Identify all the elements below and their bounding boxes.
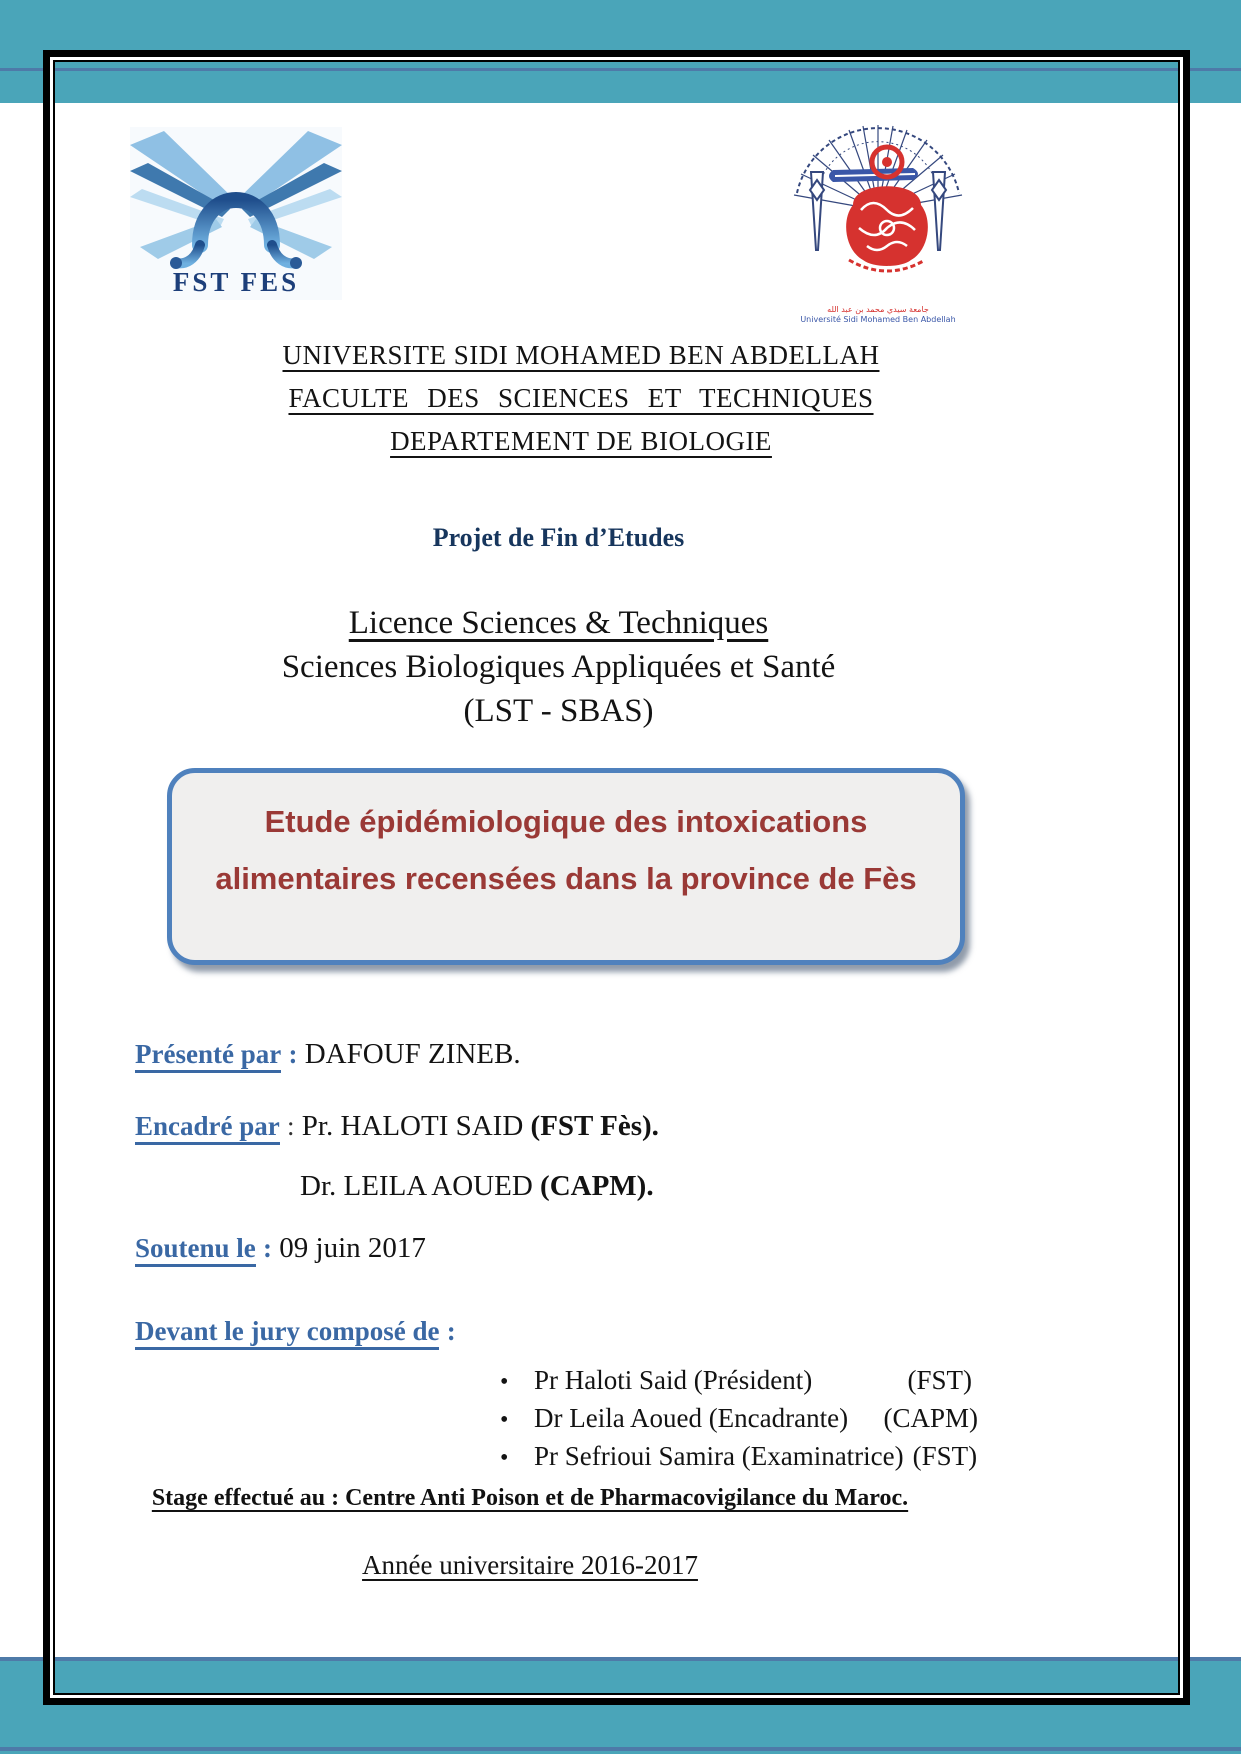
jury-heading-colon: : [446,1316,456,1346]
jury-member-name: Dr Leila Aoued (Encadrante) [534,1403,849,1433]
supervisor-2-org: (CAPM). [540,1170,654,1202]
bottom-horizontal-rule [0,1657,1241,1661]
usmba-logo-graphic [783,110,973,300]
supervised-by-colon: : [287,1111,295,1141]
jury-member-row [500,1365,978,1396]
supervisor-1-org: (FST Fès). [530,1110,659,1142]
jury-member-org: (CAPM) [883,1403,978,1433]
footer-horizontal-rule [0,1747,1241,1751]
project-kicker: Projet de Fin d’Etudes [432,523,685,552]
top-horizontal-rule [0,68,1241,71]
bullet-icon: • [500,1407,509,1433]
supervisor-1-name: Pr. HALOTI SAID [301,1110,531,1142]
bullet-icon: • [500,1445,509,1471]
defense-date-label: Soutenu le [135,1233,256,1267]
jury-heading-label: Devant le jury composé de [135,1316,439,1350]
usmba-caption-french: Université Sidi Mohamed Ben Abdellah [800,315,956,324]
specialty-line: Sciences Biologiques Appliquées et Santé [281,649,836,685]
degree-line: Licence Sciences & Techniques [348,605,769,641]
presented-by-row [135,1038,521,1071]
usmba-caption-arabic: جامعة سيدي محمد بن عبد الله [827,305,929,314]
defense-date-row [135,1232,426,1265]
degree-block [51,601,1066,733]
institution-line-3: DEPARTEMENT DE BIOLOGIE [390,426,772,456]
presented-by-value: DAFOUF ZINEB. [304,1038,521,1070]
usmba-logo [783,110,973,322]
jury-member-name: Pr Haloti Said (Président) [534,1365,813,1395]
presented-by-label: Présenté par [135,1039,281,1073]
defense-date-colon: : [263,1233,273,1263]
thesis-title-line-1: Etude épidémiologique des intoxications [264,804,868,839]
jury-member-row [500,1403,978,1434]
jury-member-org: (FST) [907,1365,972,1395]
top-teal-band [0,0,1241,103]
fst-fes-logo-label: FST FES [172,267,300,297]
thesis-title-line-2: alimentaires recensées dans la province de Fès [215,861,917,896]
degree-abbr-line: (LST - SBAS) [463,693,654,729]
jury-member-row [500,1441,978,1472]
jury-member-org: (FST) [912,1441,978,1471]
bottom-teal-band [0,1661,1241,1754]
defense-date-value: 09 juin 2017 [279,1232,426,1264]
thesis-title-box [167,768,965,965]
presented-by-colon: : [288,1039,298,1069]
internship-line: Stage effectué au : Centre Anti Poison et de Pharmacovigilance du Maroc. [151,1485,909,1511]
supervisor-2-name: Dr. LEILA AOUED [300,1170,541,1202]
academic-year-line: Année universitaire 2016-2017 [362,1550,698,1580]
supervised-by-row [135,1110,659,1143]
supervisor-2-row [300,1170,654,1203]
jury-heading-row [135,1315,456,1348]
institution-line-2: FACULTE DES SCIENCES ET TECHNIQUES [288,383,874,413]
fst-fes-logo [130,127,342,300]
institution-line-1: UNIVERSITE SIDI MOHAMED BEN ABDELLAH [282,340,880,370]
jury-member-name: Pr Sefrioui Samira (Examinatrice) [534,1441,904,1471]
institution-heading [51,334,1111,463]
bullet-icon: • [500,1369,509,1395]
supervised-by-label: Encadré par [135,1111,280,1145]
